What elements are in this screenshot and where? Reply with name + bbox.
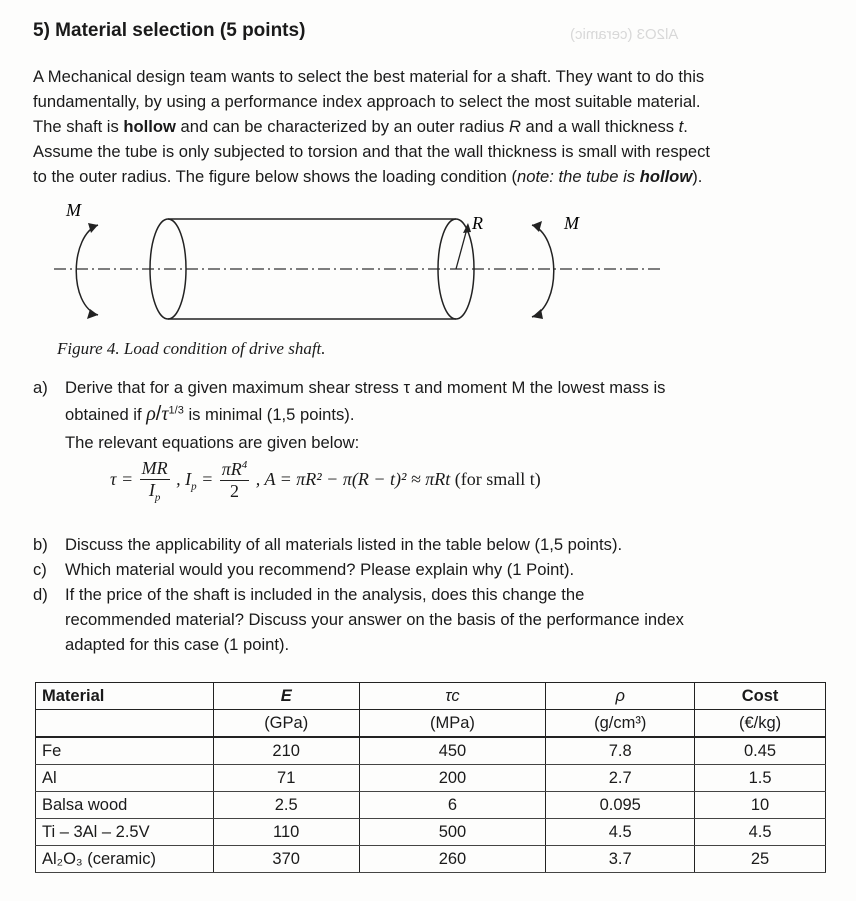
intro-line-4: Assume the tube is only subjected to torsion and that the wall thickness is small with respect xyxy=(33,142,710,161)
header-cost: Cost xyxy=(695,683,826,710)
moment-arc-right xyxy=(532,225,554,317)
unit-shear-strength: (MPa) xyxy=(359,710,546,738)
moment-arrowhead-left-bottom xyxy=(87,309,98,319)
question-b: b) Discuss the applicability of all materials listed in the table below (1,5 points). xyxy=(33,535,623,554)
table-header-row xyxy=(36,683,826,710)
note-text: note: the tube is hollow xyxy=(516,167,693,186)
table-units-row xyxy=(36,710,826,738)
unit-density: (g/cm³) xyxy=(546,710,695,738)
material-table xyxy=(35,682,826,873)
header-material: Material xyxy=(36,683,214,710)
unit-modulus: (GPa) xyxy=(213,710,359,738)
header-density: ρ xyxy=(546,683,695,710)
header-modulus: E xyxy=(213,683,359,710)
table-row: Fe 210 450 7.8 0.45 xyxy=(36,737,826,765)
question-d: d) If the price of the shaft is included in the analysis, does this change the xyxy=(33,585,585,604)
question-a-label: a) xyxy=(33,378,48,397)
ratio-exponent: 1/3 xyxy=(168,404,184,417)
eq-note: (for small t) xyxy=(450,468,541,489)
ratio-tau: τ xyxy=(161,403,169,425)
hollow-bold: hollow xyxy=(123,117,176,136)
intro-line-5: to the outer radius. The figure below shows the loading condition (note: the tube is hollow). xyxy=(33,167,703,186)
page-title: 5) Material selection (5 points) xyxy=(33,20,306,41)
ratio-rho: ρ xyxy=(146,403,156,425)
question-a xyxy=(33,375,823,400)
shaft-figure xyxy=(40,195,680,340)
eq-frac-pir4: $\frac{\pi R^4}{2}$ xyxy=(221,459,248,502)
eq-area: , A = πR² − π(R − t)² ≈ πRt xyxy=(255,468,451,489)
moment-arc-left xyxy=(76,225,98,315)
table-row: Al 71 200 2.7 1.5 xyxy=(36,765,826,792)
moment-label-right: M xyxy=(564,213,579,233)
question-d-continued xyxy=(65,607,684,657)
eq-tau: τ = xyxy=(110,468,134,489)
question-a-line-1: Derive that for a given maximum shear stress τ and moment M the lowest mass is xyxy=(65,378,666,397)
unit-cost: (€/kg) xyxy=(695,710,826,738)
table-row: Al₂O₃ (ceramic) 370 260 3.7 25 xyxy=(36,846,826,873)
intro-line-3: The shaft is hollow and can be characterized by an outer radius R and a wall thickness t. xyxy=(33,117,688,136)
header-shear-strength: τc xyxy=(359,683,546,710)
table-row: Balsa wood 2.5 6 0.095 10 xyxy=(36,792,826,819)
table-row: Ti – 3Al – 2.5V 110 500 4.5 4.5 xyxy=(36,819,826,846)
bleed-through-text: Al2O3 (ceramic) xyxy=(570,26,679,43)
eq-frac-mr-ip: $\frac{MR}{I_p}$ xyxy=(141,458,168,504)
intro-line-1: A Mechanical design team wants to select the best material for a shaft. They want to do this xyxy=(33,67,705,86)
question-d-line-3: adapted for this case (1 point). xyxy=(65,635,290,654)
moment-label-left: M xyxy=(66,200,81,220)
question-c: c) Which material would you recommend? Please explain why (1 Point). xyxy=(33,560,575,579)
question-a-line-2: obtained if $\rho/\tau^{1/3}$ is minimal (1,5 points). xyxy=(65,403,355,425)
intro-paragraph xyxy=(33,64,823,189)
question-a-line-3: The relevant equations are given below: xyxy=(65,433,360,452)
radius-label: R xyxy=(472,213,483,233)
question-d-line-2: recommended material? Discuss your answer on the basis of the performance index xyxy=(65,610,684,629)
intro-line-2: fundamentally, by using a performance index approach to select the most suitable material. xyxy=(33,92,701,111)
equations: τ = $\frac{MR}{I_p}$ , $I_p$ = $\frac{\pi R^4}{2}$ , A = πR² − π(R − t)² ≈ πRt (for small t) xyxy=(110,458,541,504)
figure-caption: Figure 4. Load condition of drive shaft. xyxy=(57,339,326,358)
